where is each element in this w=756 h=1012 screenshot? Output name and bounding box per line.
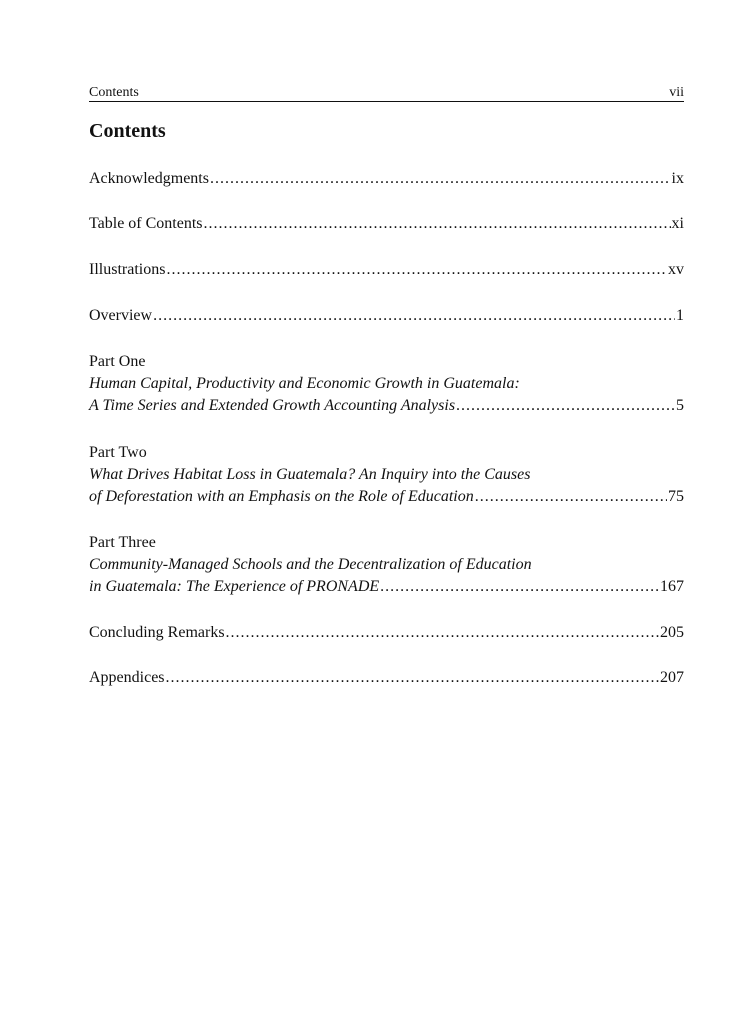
toc-entry-part-three[interactable] <box>89 577 684 597</box>
part-three-label: Part Three <box>89 534 156 551</box>
part-two-title-line2: of Deforestation with an Emphasis on the Role of Education <box>89 488 474 505</box>
toc-entry-table-of-contents[interactable] <box>89 214 684 234</box>
part-three-title-line2: in Guatemala: The Experience of PRONADE <box>89 578 380 595</box>
running-head <box>89 85 684 102</box>
running-head-page-number: vii <box>669 85 684 100</box>
dot-leader <box>210 169 671 189</box>
toc-entry-label: Appendices <box>89 669 165 686</box>
toc-entry-part-one[interactable] <box>89 396 684 416</box>
toc-entry-page: 75 <box>668 488 684 505</box>
toc-entry-page: 1 <box>676 307 684 324</box>
toc-entry-page: xi <box>671 215 684 232</box>
toc-entry-illustrations[interactable] <box>89 260 684 280</box>
dot-leader <box>226 623 659 643</box>
toc-entry-page: 5 <box>676 397 684 414</box>
dot-leader <box>153 306 675 326</box>
dot-leader <box>166 668 659 688</box>
dot-leader <box>204 214 671 234</box>
dot-leader <box>380 577 659 597</box>
toc-entry-label: Acknowledgments <box>89 170 209 187</box>
dot-leader <box>166 260 667 280</box>
toc-entry-concluding-remarks[interactable] <box>89 623 684 643</box>
toc-entry-page: xv <box>668 261 684 278</box>
part-two-label: Part Two <box>89 444 147 461</box>
toc-entry-page: 205 <box>660 624 684 641</box>
running-head-title: Contents <box>89 85 139 100</box>
dot-leader <box>456 396 675 416</box>
part-three-title-line1[interactable]: Community-Managed Schools and the Decentralization of Education <box>89 556 532 573</box>
part-one-title-line1[interactable]: Human Capital, Productivity and Economic Growth in Guatemala: <box>89 375 520 392</box>
part-two-title-line1[interactable]: What Drives Habitat Loss in Guatemala? An Inquiry into the Causes <box>89 466 531 483</box>
part-one-label: Part One <box>89 353 146 370</box>
toc-entry-page: 207 <box>660 669 684 686</box>
toc-entry-page: ix <box>671 170 684 187</box>
page-title: Contents <box>89 120 166 142</box>
toc-entry-part-two[interactable] <box>89 487 684 507</box>
toc-entry-page: 167 <box>660 578 684 595</box>
dot-leader <box>475 487 667 507</box>
toc-entry-label: Concluding Remarks <box>89 624 225 641</box>
toc-entry-acknowledgments[interactable] <box>89 169 684 189</box>
part-one-title-line2: A Time Series and Extended Growth Accounting Analysis <box>89 397 456 414</box>
toc-entry-appendices[interactable] <box>89 668 684 688</box>
toc-entry-overview[interactable] <box>89 306 684 326</box>
toc-entry-label: Overview <box>89 307 153 324</box>
toc-entry-label: Illustrations <box>89 261 166 278</box>
toc-entry-label: Table of Contents <box>89 215 203 232</box>
